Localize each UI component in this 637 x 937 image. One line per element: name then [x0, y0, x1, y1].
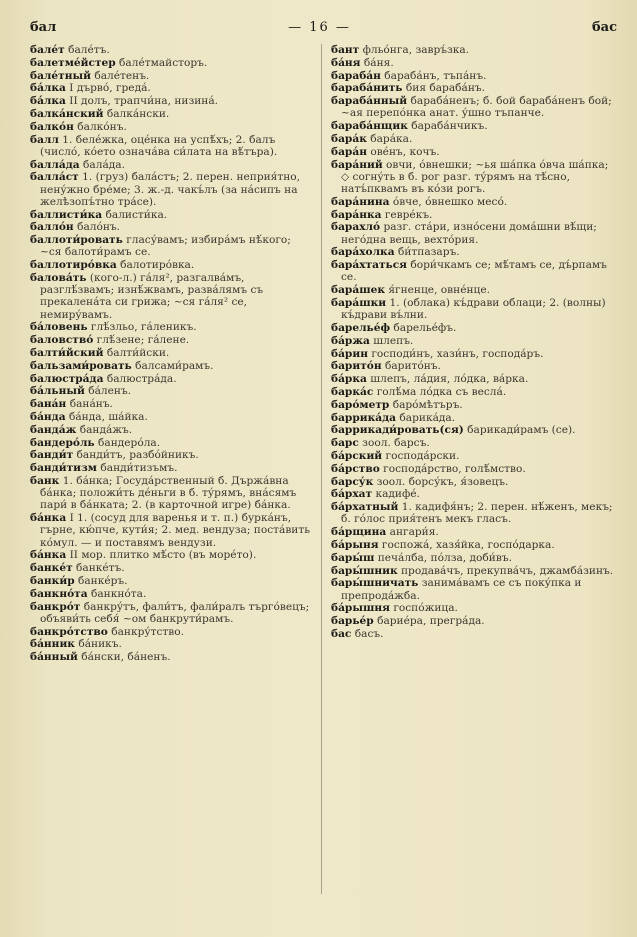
entry-headword: ба́ня	[331, 56, 361, 69]
entry-headword: балла́ст	[30, 171, 79, 184]
left-column	[30, 44, 312, 663]
entry-headword: банкно́та	[30, 587, 88, 600]
entry-headword: банкро́тство	[30, 625, 108, 638]
dictionary-entry	[30, 449, 312, 461]
entry-translation: овчи, о́внешки; ~ья ша́пка о́вча ша́пка; ◇ согну́ть в б. рог разг. ту́рямъ на тѣ́сно, натъ́пквамъ въ ко́зи рогъ.	[341, 158, 609, 195]
dictionary-entry	[331, 82, 617, 94]
dictionary-entry	[30, 171, 312, 208]
dictionary-entry	[331, 259, 617, 283]
entry-headword: бальзами́ровать	[30, 359, 132, 372]
entry-headword: бара́шки	[331, 296, 387, 309]
entry-headword: баловство́	[30, 334, 94, 347]
dictionary-entry	[331, 501, 617, 525]
dictionary-entry	[331, 246, 617, 258]
entry-headword: барелье́ф	[331, 321, 391, 334]
entry-translation: гласу́вамъ; избира́мъ нѣ́кого; ~ся балоти́рамъ се.	[40, 234, 291, 259]
entry-translation: барелье́фъ.	[393, 321, 457, 334]
dictionary-entry	[30, 575, 312, 587]
dictionary-entry	[331, 297, 617, 321]
dictionary-entry	[331, 373, 617, 385]
entry-translation: (кого-л.) га́ля², разгалва́мъ, разглѣ́звамъ; изнѣ́жвамъ, разва́лямъ съ прекалена́та си грижа; ~ся га́ля² се, немиру́вамъ.	[40, 271, 264, 321]
entry-headword: бара́шек	[331, 284, 385, 297]
dictionary-entry	[30, 44, 312, 56]
entry-translation: I дърво́, греда́.	[69, 82, 151, 95]
dictionary-entry	[331, 159, 617, 196]
entry-translation: балка́нски.	[106, 107, 170, 120]
entry-headword: ба́ржа	[331, 334, 370, 347]
dictionary-entry	[331, 476, 617, 488]
page-number: — 16 —	[288, 20, 351, 35]
right-column	[331, 44, 617, 640]
entry-translation: о́вче, о́внешко месо́.	[392, 195, 508, 208]
entry-headword: ба́рство	[331, 462, 380, 475]
entry-headword: баллотиро́вка	[30, 259, 117, 272]
entry-headword: ба́льный	[30, 385, 85, 398]
entry-headword: ба́нник	[30, 638, 75, 651]
entry-translation: занима́вамъ се съ поку́пка и препрода́жба.	[341, 577, 582, 602]
dictionary-entry	[331, 539, 617, 551]
entry-translation: басъ.	[354, 627, 384, 640]
entry-translation: 1. беле́жка, оце́нка на успѣ́хъ; 2. балъ (число́, ко́ето означа́ва си́лата на вѣ́търа).	[40, 133, 278, 158]
dictionary-entry	[331, 412, 617, 424]
dictionary-entry	[30, 462, 312, 474]
entry-headword: бараба́нный	[331, 95, 408, 108]
entry-headword: бара́хтаться	[331, 259, 407, 272]
entry-translation: ба́нда, ша́йка.	[68, 410, 148, 423]
entry-headword: бара́нка	[331, 208, 382, 221]
dictionary-entry	[30, 601, 312, 625]
dictionary-entry	[331, 360, 617, 372]
entry-translation: разг. ста́ри, изно́сени дома́шни вѣ́щи; него́дна вещь, вехто́рия.	[341, 221, 597, 246]
dictionary-entry	[30, 57, 312, 69]
entry-translation: банкру́тство.	[111, 625, 184, 638]
dictionary-entry	[30, 259, 312, 271]
entry-headword: ба́ловень	[30, 321, 88, 334]
entry-translation: 1. (груз) бала́стъ; 2. перен. неприя́тно, нену́жно бре́ме; 3. ж.-д. чакъ́лъ (за на́сипъ на желѣзопъ́тно тра́се).	[40, 171, 301, 208]
entry-translation: банкно́та.	[90, 587, 147, 600]
entry-headword: бараба́н	[331, 69, 381, 82]
entry-translation: голѣ́ма ло́дка съ весла́.	[376, 385, 507, 398]
entry-translation: барие́ра, прегра́да.	[377, 615, 485, 628]
entry-headword: ба́рский	[331, 449, 383, 462]
dictionary-entry	[331, 386, 617, 398]
entry-translation: бана́нъ.	[69, 398, 113, 411]
dictionary-entry	[331, 146, 617, 158]
entry-headword: баррика́да	[331, 411, 397, 424]
entry-translation: бараба́нчикъ.	[411, 120, 488, 133]
entry-headword: бараба́нщик	[331, 120, 408, 133]
dictionary-entry	[30, 95, 312, 107]
entry-headword: ба́рыня	[331, 538, 379, 551]
entry-headword: ба́лка	[30, 95, 66, 108]
column-divider	[321, 44, 322, 894]
entry-headword: ба́нка	[30, 549, 67, 562]
entry-translation: II мор. плитко мѣ́сто (въ море́то).	[69, 549, 257, 562]
entry-translation: банкру́тъ, фали́тъ, фали́ралъ търго́вецъ; объяви́ть себя́ ~ом банкрути́рамъ.	[40, 600, 310, 625]
dictionary-entry	[331, 221, 617, 245]
dictionary-entry	[331, 209, 617, 221]
dictionary-entry	[30, 321, 312, 333]
entry-headword: баро́метр	[331, 398, 390, 411]
entry-translation: господи́нъ, хази́нъ, господа́ръ.	[371, 347, 544, 360]
entry-headword: барка́с	[331, 385, 374, 398]
entry-headword: барито́н	[331, 360, 382, 373]
dictionary-entry	[30, 221, 312, 233]
entry-headword: бары́ш	[331, 551, 375, 564]
entry-translation: банди́тъ, разбо́йникъ.	[76, 449, 199, 462]
entry-translation: бараба́нъ, тъпа́нъ.	[384, 69, 487, 82]
dictionary-entry	[30, 70, 312, 82]
dictionary-entry	[30, 360, 312, 372]
dictionary-entry	[30, 626, 312, 638]
dictionary-entry	[331, 526, 617, 538]
entry-translation: ба́никъ.	[78, 638, 122, 651]
entry-headword: бара́н	[331, 145, 367, 158]
dictionary-entry	[30, 108, 312, 120]
entry-headword: балова́ть	[30, 271, 87, 284]
entry-translation: гевре́къ.	[384, 208, 433, 221]
dictionary-entry	[30, 651, 312, 663]
dictionary-entry	[30, 121, 312, 133]
entry-translation: балисти́ка.	[105, 208, 168, 221]
dictionary-entry	[331, 602, 617, 614]
entry-headword: бара́к	[331, 132, 367, 145]
entry-headword: бара́нина	[331, 195, 390, 208]
entry-translation: ба́ня.	[363, 56, 394, 69]
dictionary-entry	[331, 463, 617, 475]
entry-translation: госпожа́, хазя́йка, госпо́дарка.	[381, 538, 555, 551]
entry-headword: бале́тный	[30, 69, 91, 82]
entry-headword: бараба́нить	[331, 82, 403, 95]
dictionary-entry	[331, 437, 617, 449]
entry-headword: балти́йский	[30, 346, 104, 359]
dictionary-entry	[331, 120, 617, 132]
entry-headword: банк	[30, 474, 60, 487]
entry-translation: господа́рски.	[385, 449, 460, 462]
dictionary-entry	[331, 399, 617, 411]
dictionary-entry	[331, 628, 617, 640]
entry-headword: балко́н	[30, 120, 74, 133]
entry-headword: бандеро́ль	[30, 436, 95, 449]
dictionary-entry	[30, 411, 312, 423]
entry-headword: бант	[331, 44, 360, 56]
dictionary-entry	[331, 44, 617, 56]
entry-translation: бори́чкамъ се; мѣ́тамъ се, дъ́рпамъ се.	[341, 259, 607, 284]
entry-translation: я́гненце, овне́нце.	[388, 284, 490, 297]
dictionary-entry	[30, 588, 312, 600]
entry-translation: кадифе́.	[375, 488, 420, 501]
entry-headword: ба́рка	[331, 373, 367, 386]
entry-translation: балсами́рамъ.	[135, 359, 214, 372]
dictionary-entry	[30, 424, 312, 436]
dictionary-entry	[331, 133, 617, 145]
entry-headword: балка́нский	[30, 107, 104, 120]
entry-translation: балти́йски.	[106, 346, 170, 359]
entry-headword: барсу́к	[331, 475, 374, 488]
entry-translation: ба́нски, ба́ненъ.	[81, 651, 171, 664]
dictionary-entry	[331, 70, 617, 82]
entry-headword: бары́шничать	[331, 577, 419, 590]
entry-translation: господа́рство, голѣ́мство.	[383, 462, 526, 475]
entry-headword: баллисти́ка	[30, 208, 103, 221]
entry-headword: ба́рхат	[331, 488, 373, 501]
dictionary-entry	[331, 552, 617, 564]
entry-headword: банкро́т	[30, 600, 81, 613]
entry-headword: банди́т	[30, 449, 74, 462]
dictionary-entry	[30, 398, 312, 410]
entry-translation: бала́да.	[83, 158, 125, 171]
entry-headword: ба́нка	[30, 512, 67, 525]
dictionary-entry	[331, 95, 617, 119]
dictionary-entry	[30, 347, 312, 359]
entry-translation: бара́ка.	[370, 132, 413, 145]
entry-translation: балюстра́да.	[106, 372, 177, 385]
dictionary-entry	[331, 284, 617, 296]
entry-translation: 1. кадифя́нъ; 2. перен. нѣ́женъ, мекъ; б. го́лос прия́тенъ мекъ гласъ.	[341, 501, 613, 526]
entry-headword: баррикади́ровать(ся)	[331, 424, 464, 437]
entry-translation: бия бараба́нъ.	[405, 82, 486, 95]
entry-translation: зоол. борсу́къ, я́зовецъ.	[376, 475, 509, 488]
entry-translation: продава́чъ, прекупва́чъ, джамба́зинъ.	[400, 564, 614, 577]
entry-translation: ангари́я.	[389, 526, 439, 539]
entry-translation: шлепъ, ла́дия, ло́дка, ва́рка.	[370, 373, 529, 386]
entry-headword: балюстра́да	[30, 372, 104, 385]
dictionary-entry	[30, 638, 312, 650]
dictionary-entry	[30, 272, 312, 321]
entry-translation: ба́ленъ.	[88, 385, 132, 398]
dictionary-entry	[30, 373, 312, 385]
entry-translation: би́тпазаръ.	[397, 246, 460, 259]
entry-translation: фльо́нга, завръ́зка.	[362, 44, 470, 56]
dictionary-entry	[331, 424, 617, 436]
entry-headword: банда́ж	[30, 423, 77, 436]
dictionary-entry	[30, 385, 312, 397]
entry-translation: бале́тмайсторъ.	[119, 56, 208, 69]
header-right-guideword: бас	[591, 20, 617, 35]
dictionary-entry	[30, 134, 312, 158]
dictionary-entry	[30, 82, 312, 94]
entry-translation: шлепъ.	[373, 334, 414, 347]
entry-headword: барахло́	[331, 221, 381, 234]
entry-headword: ба́рхатный	[331, 501, 399, 514]
page-header	[16, 20, 623, 38]
entry-headword: ба́нда	[30, 410, 66, 423]
dictionary-entry	[30, 159, 312, 171]
entry-translation: бале́тъ.	[68, 44, 110, 56]
entry-headword: бары́шник	[331, 564, 398, 577]
entry-headword: бас	[331, 627, 352, 640]
dictionary-entry	[30, 234, 312, 258]
entry-headword: барс	[331, 437, 359, 450]
entry-translation: глѣ́зене; га́лене.	[96, 334, 190, 347]
entry-translation: глѣ́зльо, га́леникъ.	[90, 321, 197, 334]
entry-translation: печа́лба, по́лза, доби́въ.	[377, 551, 512, 564]
entry-translation: барито́нъ.	[384, 360, 441, 373]
entry-headword: бана́н	[30, 398, 67, 411]
entry-translation: I 1. (сосуд для варенья и т. п.) бурка́нъ, гърне, кю́пче, кути́я; 2. мед. вендуза; поста́вить ко́мул. — и поставямъ вендузи.	[40, 512, 310, 549]
entry-headword: банки́р	[30, 574, 75, 587]
dictionary-entry	[331, 615, 617, 627]
entry-translation: ове́нъ, кочъ.	[370, 145, 440, 158]
entry-translation: баро́мѣтъръ.	[392, 398, 463, 411]
dictionary-entry	[331, 577, 617, 601]
entry-translation: II долъ, трапчи́на, низина́.	[69, 95, 219, 108]
dictionary-entry	[30, 562, 312, 574]
entry-translation: бандеро́ла.	[98, 436, 161, 449]
entry-headword: банди́тизм	[30, 462, 97, 475]
header-left-guideword: бал	[30, 20, 57, 35]
dictionary-entry	[331, 450, 617, 462]
dictionary-entry	[331, 57, 617, 69]
dictionary-entry	[331, 348, 617, 360]
entry-headword: ба́рышня	[331, 602, 390, 615]
entry-headword: балетме́йстер	[30, 56, 116, 69]
entry-translation: балко́нъ.	[77, 120, 127, 133]
dictionary-entry	[30, 549, 312, 561]
entry-translation: 1. (облака) къ́драви облаци; 2. (волны) къ́драви въ́лни.	[341, 296, 606, 322]
entry-translation: 1. ба́нка; Госуда́рственный б. Държа́вна ба́нка; положи́ть де́ньги в б. ту́рямъ, вна́сямъ пари́ в ба́нката; 2. (в карточной игре) ба́нка.	[40, 474, 297, 512]
entry-headword: бара́ний	[331, 158, 383, 171]
entry-translation: банке́ръ.	[77, 574, 128, 587]
entry-headword: бара́холка	[331, 246, 395, 259]
entry-headword: ба́лка	[30, 82, 66, 95]
entry-translation: бало́нъ.	[77, 221, 121, 234]
entry-translation: балотиро́вка.	[120, 259, 195, 272]
dictionary-entry	[331, 322, 617, 334]
entry-translation: банке́тъ.	[76, 562, 125, 575]
entry-headword: балл	[30, 133, 59, 146]
dictionary-entry	[30, 209, 312, 221]
entry-translation: барика́да.	[399, 411, 456, 424]
entry-translation: банда́жъ.	[79, 423, 133, 436]
dictionary-entry	[331, 488, 617, 500]
entry-translation: банди́тизъмъ.	[100, 462, 178, 475]
entry-headword: ба́рщина	[331, 526, 387, 539]
dictionary-entry	[30, 475, 312, 512]
entry-translation: бале́тенъ.	[94, 69, 150, 82]
entry-headword: баллоти́ровать	[30, 234, 123, 247]
entry-headword: балло́н	[30, 221, 74, 234]
entry-headword: ба́рин	[331, 347, 368, 360]
entry-translation: зоол. барсъ.	[362, 437, 430, 450]
entry-translation: барикади́рамъ (се).	[467, 424, 576, 437]
entry-headword: бале́т	[30, 44, 65, 56]
entry-headword: ба́нный	[30, 651, 78, 664]
dictionary-entry	[331, 565, 617, 577]
dictionary-entry	[331, 196, 617, 208]
dictionary-entry	[30, 334, 312, 346]
dictionary-entry	[30, 512, 312, 549]
entry-headword: барье́р	[331, 615, 374, 628]
entry-headword: банке́т	[30, 562, 73, 575]
dictionary-entry	[30, 437, 312, 449]
entry-headword: балла́да	[30, 158, 80, 171]
entry-translation: госпо́жица.	[393, 602, 458, 615]
dictionary-entry	[331, 335, 617, 347]
entry-translation: бараба́ненъ; б. бой бараба́ненъ бой; ~ая перепо́нка анат. у́шно тъпанче.	[341, 95, 612, 120]
